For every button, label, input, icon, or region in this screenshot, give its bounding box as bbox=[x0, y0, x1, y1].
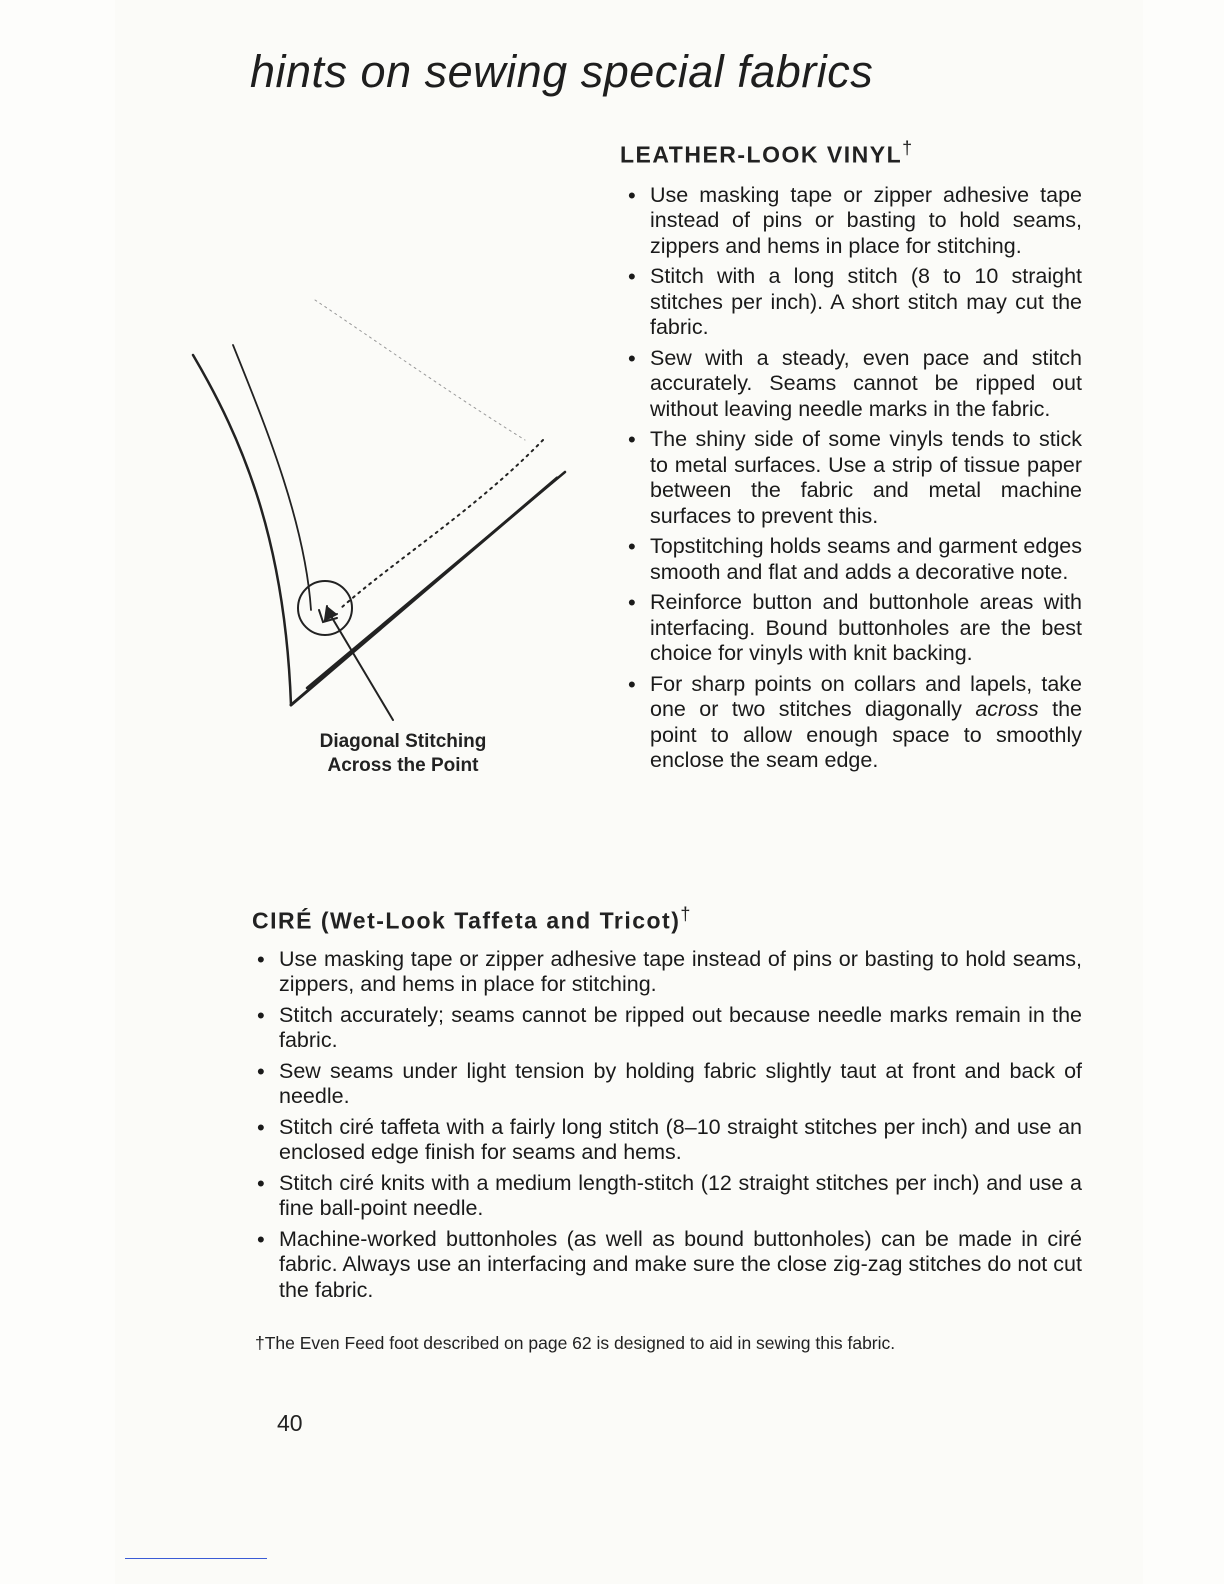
list-item bbox=[628, 590, 1082, 667]
list-item bbox=[628, 264, 1082, 341]
hint-text: Sew seams under light tension by holding fabric slightly taut at front and back of needle. bbox=[279, 1058, 1082, 1109]
list-item bbox=[257, 1058, 1082, 1110]
list-item bbox=[257, 1114, 1082, 1166]
hint-text: The shiny side of some vinyls tends to stick to metal surfaces. Use a strip of tissue paper between the fabric and metal machine surfaces to prevent this. bbox=[650, 427, 1082, 528]
hint-text: Stitch ciré knits with a medium length-stitch (12 straight stitches per inch) and use a fine ball-point needle. bbox=[279, 1170, 1082, 1221]
list-item bbox=[257, 946, 1082, 998]
cire-heading-text: CIRÉ (Wet-Look Taffeta and Tricot) bbox=[252, 907, 681, 934]
hint-text-end: the point to allow enough space to smoothly enclose the seam edge. bbox=[650, 697, 1082, 773]
hint-text: Topstitching holds seams and garment edges smooth and flat and adds a decorative note. bbox=[650, 534, 1082, 584]
bullet-icon: • bbox=[628, 671, 636, 697]
list-item bbox=[628, 345, 1082, 423]
cire-heading bbox=[252, 904, 1082, 935]
list-item bbox=[257, 1226, 1082, 1304]
hint-text: Sew with a steady, even pace and stitch accurately. Seams cannot be ripped out without leaving needle marks in the fabric. bbox=[650, 345, 1082, 421]
cire-section bbox=[252, 904, 1082, 1308]
list-item bbox=[257, 1002, 1082, 1054]
bullet-icon: • bbox=[628, 182, 636, 208]
bullet-icon: • bbox=[628, 427, 636, 453]
hint-text: Machine-worked buttonholes (as well as bound buttonholes) can be made in ciré fabric. Always use an interfacing and make sure the close zig-zag stitches do not cut the fabric. bbox=[279, 1226, 1082, 1302]
list-item bbox=[257, 1170, 1082, 1222]
hint-text: Stitch ciré taffeta with a fairly long stitch (8–10 straight stitches per inch) and use an enclosed edge finish for seams and hems. bbox=[279, 1114, 1082, 1165]
hint-emphasis: across bbox=[975, 697, 1039, 722]
list-item bbox=[628, 671, 1082, 774]
list-item bbox=[628, 427, 1082, 529]
collar-point-illustration bbox=[145, 140, 590, 865]
caption-line-2: Across the Point bbox=[327, 755, 479, 776]
stitching-dotted-line bbox=[341, 440, 543, 608]
bullet-icon: • bbox=[628, 590, 636, 616]
bullet-icon: • bbox=[628, 534, 636, 560]
seam-line-inner bbox=[307, 472, 565, 688]
hint-text: Reinforce button and buttonhole areas with interfacing. Bound buttonholes are the best choice for vinyls with knit backing. bbox=[650, 590, 1082, 666]
hint-text: Use masking tape or zipper adhesive tape instead of pins or basting to hold seams, zippers, and hems in place for stitching. bbox=[279, 946, 1082, 997]
page-bottom-rule bbox=[125, 1558, 267, 1559]
cire-hints-list bbox=[252, 947, 1082, 1304]
caption-pointer-line bbox=[331, 616, 393, 720]
bullet-icon: • bbox=[628, 345, 636, 371]
bullet-icon: • bbox=[257, 1170, 265, 1196]
bullet-icon: • bbox=[257, 1002, 265, 1028]
bullet-icon: • bbox=[257, 1114, 265, 1140]
hint-text: Stitch accurately; seams cannot be ripped out because needle marks remain in the fabric. bbox=[279, 1002, 1082, 1053]
collar-inner-edge bbox=[233, 345, 311, 610]
caption-line-1: Diagonal Stitching bbox=[319, 731, 487, 752]
collar-outer-edge bbox=[193, 355, 291, 705]
list-item bbox=[628, 534, 1082, 585]
bullet-icon: • bbox=[628, 264, 636, 290]
hint-text: Stitch with a long stitch (8 to 10 straight stitches per inch). A short stitch may cut the fabric. bbox=[650, 264, 1082, 340]
dagger-mark: † bbox=[902, 138, 913, 158]
figure-caption bbox=[303, 730, 503, 778]
leather-vinyl-heading bbox=[620, 138, 1082, 169]
leather-vinyl-heading-text: LEATHER-LOOK VINYL bbox=[620, 141, 903, 168]
leather-vinyl-hints-list bbox=[620, 183, 1082, 774]
leather-look-vinyl-section bbox=[620, 138, 1082, 779]
dagger-mark: † bbox=[680, 904, 691, 924]
list-item bbox=[628, 182, 1082, 260]
page-number: 40 bbox=[277, 1410, 303, 1436]
bullet-icon: • bbox=[257, 946, 265, 972]
bullet-icon: • bbox=[257, 1058, 265, 1084]
hint-text: Use masking tape or zipper adhesive tape instead of pins or basting to hold seams, zippers and hems in place for stitching. bbox=[650, 182, 1082, 258]
footnote: †The Even Feed foot described on page 62 is designed to aid in sewing this fabric. bbox=[255, 1333, 896, 1353]
page-title: hints on sewing special fabrics bbox=[250, 46, 874, 97]
point-detail-circle bbox=[298, 581, 352, 635]
bullet-icon: • bbox=[257, 1226, 265, 1252]
collar-fold-line bbox=[315, 300, 525, 440]
hint-text-start: For sharp points on collars and lapels, take one or two stitches diagonally bbox=[650, 671, 1082, 722]
